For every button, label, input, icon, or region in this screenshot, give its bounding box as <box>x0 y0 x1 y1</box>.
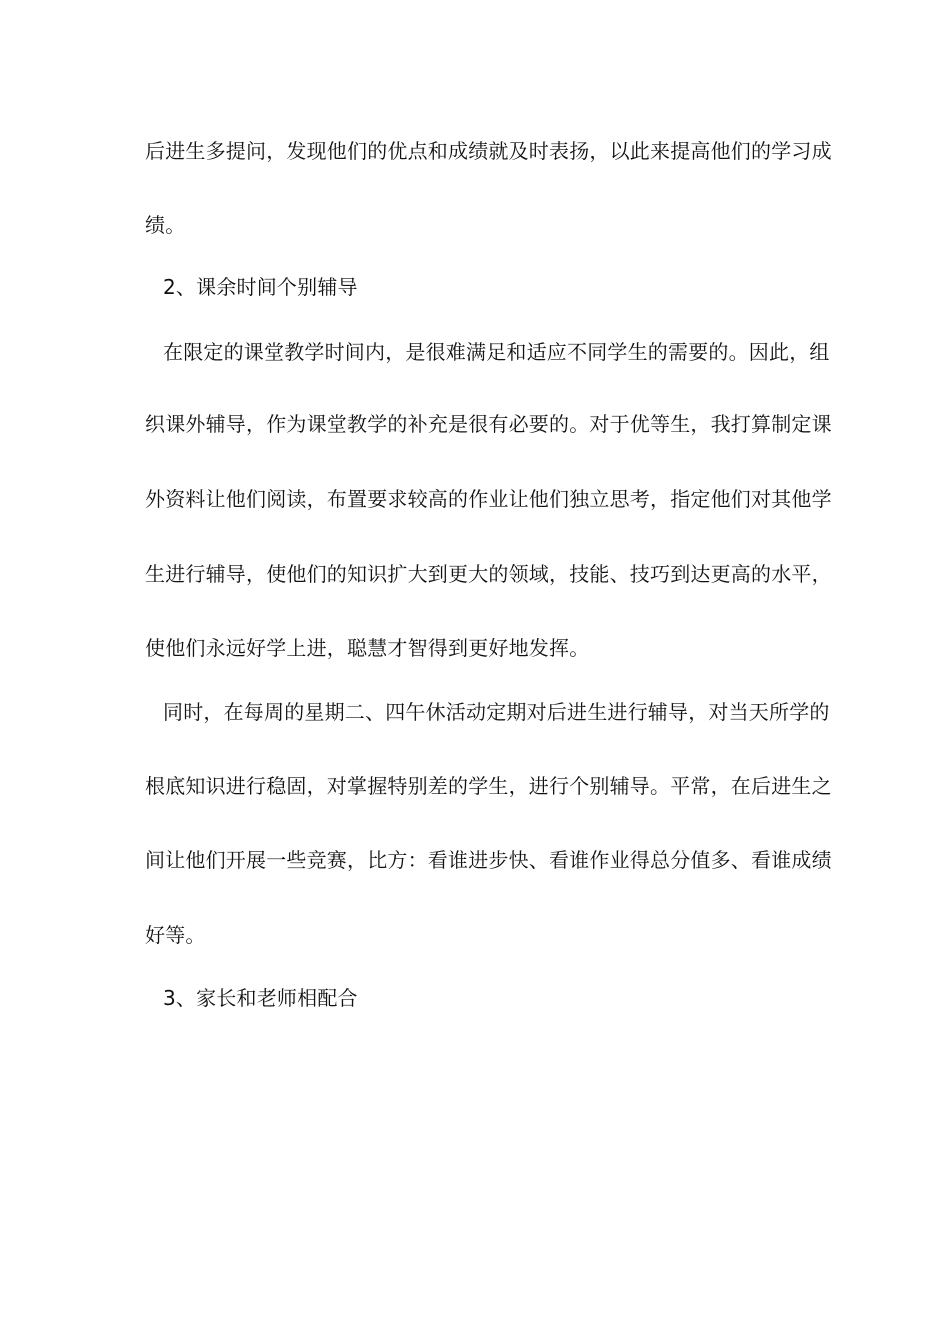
paragraph-line: 生进行辅导，使他们的知识扩大到更大的领域，技能、技巧到达更高的水平， <box>145 562 832 586</box>
paragraph-line: 后进生多提问，发现他们的优点和成绩就及时表扬，以此来提高他们的学习成 <box>145 139 832 163</box>
paragraph-line: 绩。 <box>145 213 186 237</box>
paragraph-line: 间让他们开展一些竞赛，比方：看谁进步快、看谁作业得总分值多、看谁成绩 <box>145 848 832 872</box>
section-heading: 3、家长和老师相配合 <box>163 986 358 1010</box>
paragraph-line: 使他们永远好学上进，聪慧才智得到更好地发挥。 <box>145 636 590 660</box>
paragraph-line: 根底知识进行稳固，对掌握特别差的学生，进行个别辅导。平常，在后进生之 <box>145 774 832 798</box>
paragraph-line: 织课外辅导，作为课堂教学的补充是很有必要的。对于优等生，我打算制定课 <box>145 412 832 436</box>
section-heading: 2、课余时间个别辅导 <box>163 275 358 299</box>
paragraph-line: 同时，在每周的星期二、四午休活动定期对后进生进行辅导，对当天所学的 <box>163 700 830 724</box>
paragraph-line: 在限定的课堂教学时间内，是很难满足和适应不同学生的需要的。因此，组 <box>163 340 830 364</box>
paragraph-line: 好等。 <box>145 923 206 947</box>
paragraph-line: 外资料让他们阅读，布置要求较高的作业让他们独立思考，指定他们对其他学 <box>145 487 832 511</box>
